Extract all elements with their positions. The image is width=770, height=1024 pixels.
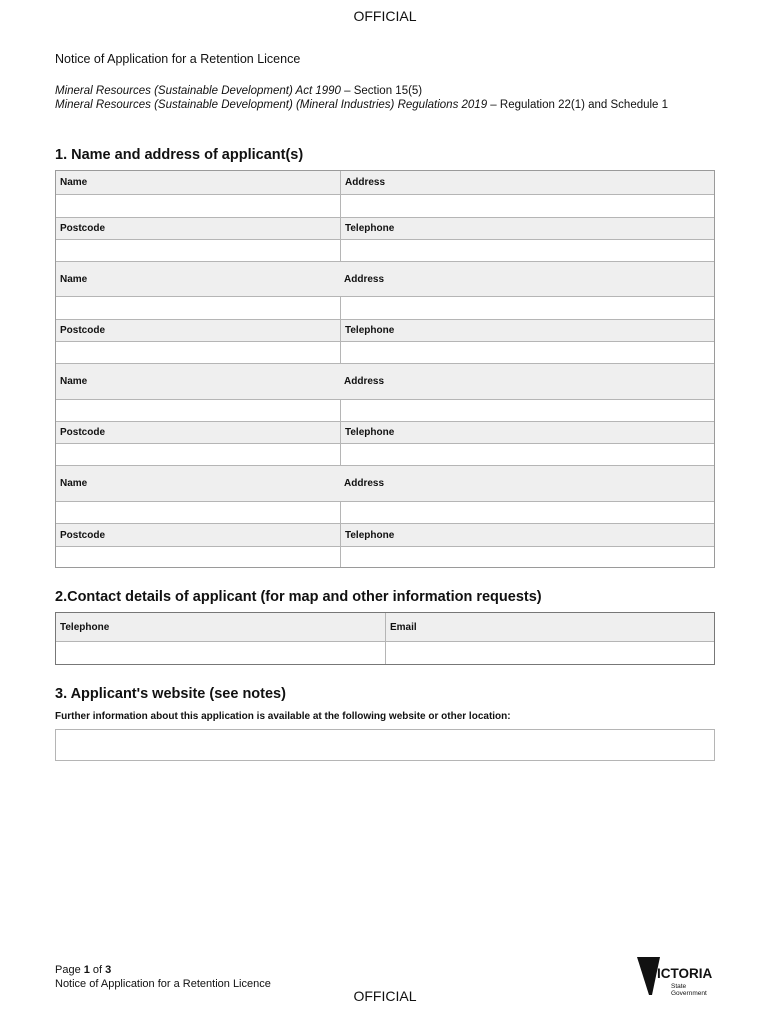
contact-telephone-field[interactable]	[56, 642, 385, 664]
contact-email-label: Email	[385, 613, 714, 641]
postcode-label: Postcode	[56, 524, 340, 546]
telephone-label: Telephone	[340, 218, 714, 239]
applicant-3-postcode-field[interactable]	[56, 444, 340, 465]
name-label: Name	[56, 466, 340, 501]
applicant-4-contact-input-row	[56, 546, 714, 567]
regulations-name: Mineral Resources (Sustainable Development) (Mineral Industries) Regulations 2019	[55, 99, 488, 111]
address-label: Address	[340, 364, 714, 399]
telephone-label: Telephone	[340, 524, 714, 546]
applicant-3-name-field[interactable]	[56, 400, 340, 421]
legislation-reference	[55, 84, 695, 112]
postcode-label: Postcode	[56, 320, 340, 341]
applicant-4-contact-label-row	[56, 523, 714, 546]
applicant-1-telephone-field[interactable]	[340, 240, 714, 261]
website-field[interactable]	[55, 729, 715, 761]
document-title: Notice of Application for a Retention Licence	[55, 52, 301, 66]
section3-heading: 3. Applicant's website (see notes)	[55, 686, 286, 702]
regulation-reference: – Regulation 22(1) and Schedule 1	[487, 99, 669, 111]
applicant-4-telephone-field[interactable]	[340, 547, 714, 567]
postcode-label: Postcode	[56, 218, 340, 239]
applicant-1-postcode-field[interactable]	[56, 240, 340, 261]
applicant-2-contact-label-row	[56, 319, 714, 341]
contact-label-row	[56, 613, 714, 641]
page-of: of	[89, 964, 106, 976]
applicant-2-contact-input-row	[56, 341, 714, 363]
applicant-2-address-field[interactable]	[340, 297, 714, 319]
applicant-2-input-row	[56, 296, 714, 319]
applicant-3-address-field[interactable]	[340, 400, 714, 421]
applicant-1-contact-label-row	[56, 217, 714, 239]
applicant-4-postcode-field[interactable]	[56, 547, 340, 567]
act-section: – Section 15(5)	[340, 85, 423, 97]
applicant-4-address-field[interactable]	[340, 502, 714, 523]
applicant-3-label-row	[56, 363, 714, 399]
applicant-3-input-row	[56, 399, 714, 421]
applicant-1-name-field[interactable]	[56, 195, 340, 217]
applicant-1-label-row	[56, 171, 714, 194]
address-label: Address	[340, 171, 714, 194]
contact-email-field[interactable]	[385, 642, 714, 664]
name-label: Name	[56, 262, 340, 296]
logo-wordmark: VICTORIA	[648, 966, 713, 981]
contact-telephone-label: Telephone	[56, 613, 385, 641]
victoria-logo-icon	[636, 955, 718, 1001]
page-number	[55, 964, 111, 976]
applicant-2-postcode-field[interactable]	[56, 342, 340, 363]
applicant-2-name-field[interactable]	[56, 297, 340, 319]
address-label: Address	[340, 262, 714, 296]
applicant-4-name-field[interactable]	[56, 502, 340, 523]
footer-document-title: Notice of Application for a Retention Licence	[55, 978, 271, 990]
official-header: OFFICIAL	[353, 8, 417, 24]
section1-heading: 1. Name and address of applicant(s)	[55, 147, 304, 163]
page-prefix: Page	[55, 964, 84, 976]
applicants-table	[55, 170, 715, 568]
applicant-3-telephone-field[interactable]	[340, 444, 714, 465]
logo-state: State	[671, 983, 687, 990]
telephone-label: Telephone	[340, 422, 714, 443]
applicant-1-address-field[interactable]	[340, 195, 714, 217]
contact-input-row	[56, 641, 714, 664]
applicant-2-label-row	[56, 261, 714, 296]
applicant-4-input-row	[56, 501, 714, 523]
telephone-label: Telephone	[340, 320, 714, 341]
name-label: Name	[56, 171, 340, 194]
applicant-1-contact-input-row	[56, 239, 714, 261]
postcode-label: Postcode	[56, 422, 340, 443]
victoria-state-government-logo	[636, 955, 718, 1001]
official-footer: OFFICIAL	[353, 988, 417, 1004]
applicant-2-telephone-field[interactable]	[340, 342, 714, 363]
applicant-3-contact-input-row	[56, 443, 714, 465]
page-current: 1	[83, 964, 90, 976]
act-name: Mineral Resources (Sustainable Development) Act 1990	[55, 85, 341, 97]
website-instruction: Further information about this application is available at the following website or other location:	[55, 711, 511, 722]
logo-government: Government	[671, 990, 707, 997]
contact-details-table	[55, 612, 715, 665]
applicant-1-input-row	[56, 194, 714, 217]
applicant-3-contact-label-row	[56, 421, 714, 443]
page-total: 3	[105, 964, 112, 976]
address-label: Address	[340, 466, 714, 501]
applicant-4-label-row	[56, 465, 714, 501]
name-label: Name	[56, 364, 340, 399]
section2-heading: 2.Contact details of applicant (for map and other information requests)	[55, 589, 542, 605]
